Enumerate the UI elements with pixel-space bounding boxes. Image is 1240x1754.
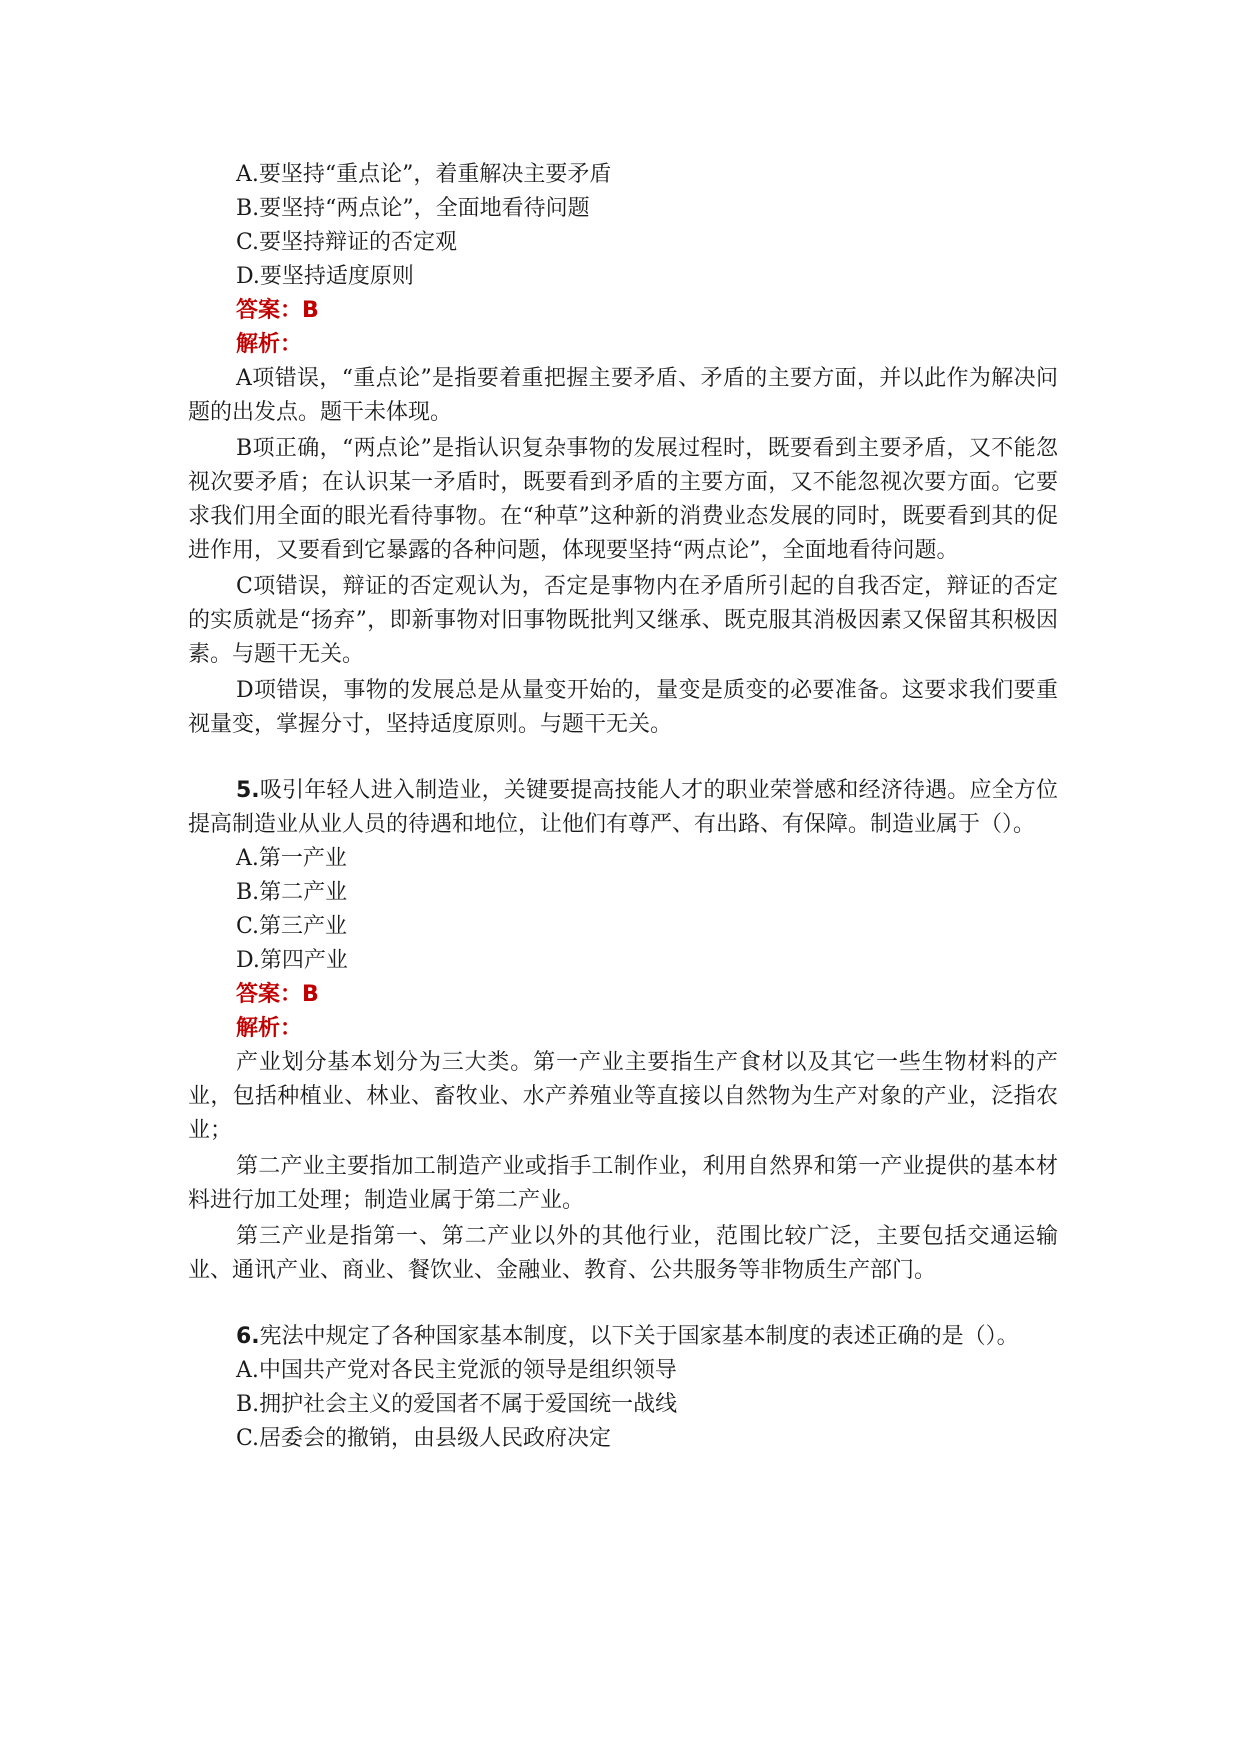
analysis-paragraph: A项错误，“重点论”是指要着重把握主要矛盾、矛盾的主要方面，并以此作为解决问题的出发点。题干未体现。 [188,366,1058,425]
option-c: C.要坚持辩证的否定观 [236,230,458,255]
option-d: D.第四产业 [236,948,348,973]
option-b: B.要坚持“两点论”，全面地看待问题 [236,196,590,221]
option-b: B.拥护社会主义的爱国者不属于爱国统一战线 [236,1392,678,1417]
analysis-paragraph: 第三产业是指第一、第二产业以外的其他行业，范围比较广泛，主要包括交通运输业、通讯产业、商业、餐饮业、金融业、教育、公共服务等非物质生产部门。 [188,1224,1058,1283]
analysis-paragraph: D项错误，事物的发展总是从量变开始的，量变是质变的必要准备。这要求我们要重视量变，掌握分寸，坚持适度原则。与题干无关。 [188,678,1058,737]
question-6-options [188,1354,1058,1456]
question-number: 6. [236,1324,260,1349]
answer-label: 答案：B [236,982,319,1007]
question-number: 5. [236,778,260,803]
analysis-heading: 解析： [236,332,303,357]
question-5-stem [188,774,1058,842]
option-c: C.第三产业 [236,914,348,939]
analysis-paragraph: C项错误，辩证的否定观认为，否定是事物内在矛盾所引起的自我否定，辩证的否定的实质就是“扬弃”，即新事物对旧事物既批判又继承、既克服其消极因素又保留其积极因素。与题干无关。 [188,574,1058,667]
option-b: B.第二产业 [236,880,348,905]
analysis-paragraph: 第二产业主要指加工制造产业或指手工制作业，利用自然界和第一产业提供的基本材料进行加工处理；制造业属于第二产业。 [188,1154,1058,1213]
option-a: A.要坚持“重点论”，着重解决主要矛盾 [236,162,612,187]
answer-label: 答案：B [236,298,319,323]
option-c: C.居委会的撤销，由县级人民政府决定 [236,1426,612,1451]
question-6-stem [188,1320,1058,1354]
option-a: A.中国共产党对各民主党派的领导是组织领导 [236,1358,677,1383]
question-text: 宪法中规定了各种国家基本制度，以下关于国家基本制度的表述正确的是（）。 [259,1324,1019,1349]
question-5-options [188,842,1058,978]
document-page [188,158,1058,1456]
prev-analysis [188,362,1058,742]
analysis-paragraph: B项正确，“两点论”是指认识复杂事物的发展过程时，既要看到主要矛盾，又不能忽视次要矛盾；在认识某一矛盾时，既要看到矛盾的主要方面，又不能忽视次要方面。它要求我们用全面的眼光看待事物。在“种草”这种新的消费业态发展的同时，既要看到其的促进作用，又要看到它暴露的各种问题，体现要坚持“两点论”，全面地看待问题。 [188,436,1058,563]
prev-question-options [188,158,1058,294]
analysis-heading: 解析： [236,1016,303,1041]
analysis-paragraph: 产业划分基本划分为三大类。第一产业主要指生产食材以及其它一些生物材料的产业，包括种植业、林业、畜牧业、水产养殖业等直接以自然物为生产对象的产业，泛指农业； [188,1050,1058,1143]
option-d: D.要坚持适度原则 [236,264,414,289]
option-a: A.第一产业 [236,846,347,871]
question-text: 吸引年轻人进入制造业，关键要提高技能人才的职业荣誉感和经济待遇。应全方位提高制造业从业人员的待遇和地位，让他们有尊严、有出路、有保障。制造业属于（）。 [188,778,1058,837]
question-5-analysis [188,1046,1058,1288]
